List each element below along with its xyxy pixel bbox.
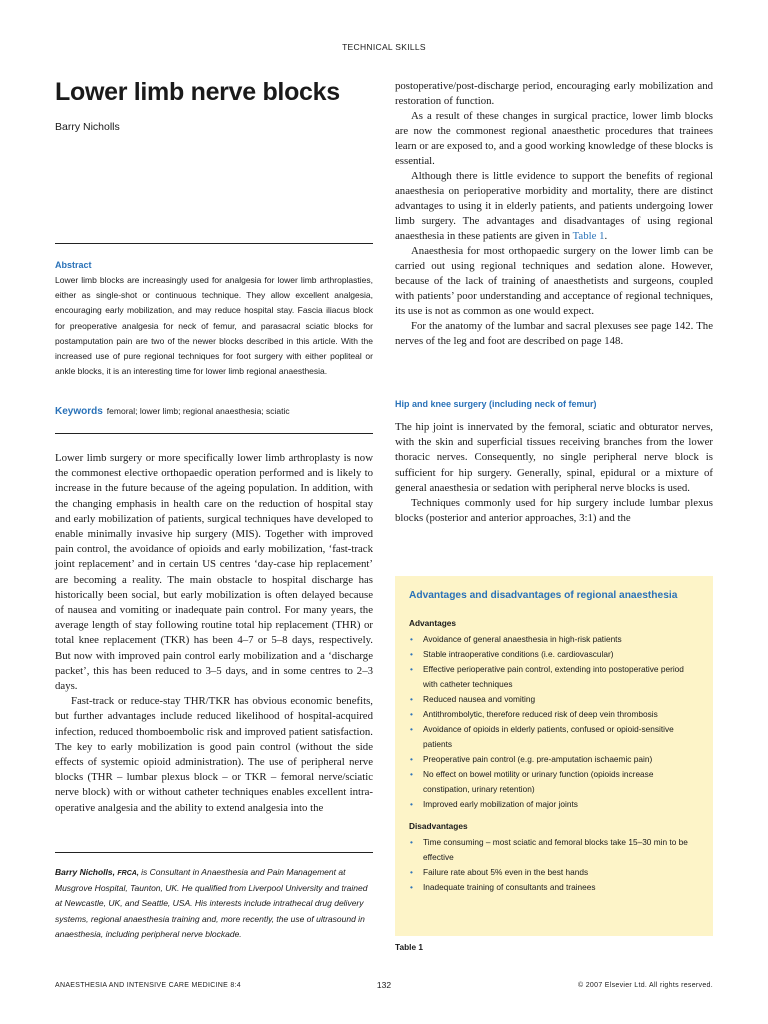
hip-section-text xyxy=(395,420,713,526)
list-item-text: Avoidance of opioids in elderly patients, confused or opioid-sensitive patients xyxy=(423,724,674,749)
list-item xyxy=(409,880,699,895)
bullet-icon: • xyxy=(410,649,413,659)
right-paragraph-1: postoperative/post-discharge period, encouraging early mobilization and restoration of function. xyxy=(395,80,713,107)
disadvantages-list xyxy=(409,835,699,895)
footer-page-number: 132 xyxy=(376,980,392,990)
list-item-text: Improved early mobilization of major joints xyxy=(423,799,578,809)
running-head: TECHNICAL SKILLS xyxy=(342,42,426,52)
table-1-caption: Table 1 xyxy=(395,942,423,952)
bullet-icon: • xyxy=(410,769,413,779)
table-1-link[interactable]: Table 1 xyxy=(572,230,605,242)
keywords-line xyxy=(55,406,373,417)
table-1-title: Advantages and disadvantages of regional anaesthesia xyxy=(409,590,678,601)
list-item xyxy=(409,707,699,722)
list-item xyxy=(409,692,699,707)
bullet-icon: • xyxy=(410,724,413,734)
keywords-bottom-rule xyxy=(55,433,373,434)
bullet-icon: • xyxy=(410,867,413,877)
bio-author-name: Barry Nicholls, xyxy=(55,867,115,877)
article-title: Lower limb nerve blocks xyxy=(55,78,340,106)
bullet-icon: • xyxy=(410,694,413,704)
list-item xyxy=(409,632,699,647)
bio-degree: FRCA, xyxy=(117,870,139,877)
list-item xyxy=(409,647,699,662)
hip-paragraph-2: Techniques commonly used for hip surgery include lumbar plexus blocks (posterior and anterior approaches, 3:1) and the xyxy=(395,497,713,525)
list-item-text: Time consuming – most sciatic and femoral blocks take 15–30 min to be effective xyxy=(423,837,688,862)
list-item-text: Preoperative pain control (e.g. pre-amputation ischaemic pain) xyxy=(423,754,653,764)
advantages-heading: Advantages xyxy=(409,618,457,628)
section-heading-hip-knee: Hip and knee surgery (including neck of femur) xyxy=(395,399,597,409)
list-item-text: Reduced nausea and vomiting xyxy=(423,694,536,704)
list-item-text: Avoidance of general anaesthesia in high-risk patients xyxy=(423,634,622,644)
left-body-text xyxy=(55,451,373,816)
abstract-heading: Abstract xyxy=(55,260,92,270)
keywords-label: Keywords xyxy=(55,406,103,417)
bullet-icon: • xyxy=(410,799,413,809)
table-1-box xyxy=(395,576,713,936)
right-paragraph-3-text: Although there is little evidence to support the benefits of regional anaesthesia on perioperative morbidity and mortality, there are distinct advantages to using it in elderly patients, and patients undergoing lower limb surgery. The advantages and disadvantages of using regional anaesthesia in these patients are given in xyxy=(395,170,713,242)
bullet-icon: • xyxy=(410,634,413,644)
right-paragraph-3 xyxy=(395,169,713,244)
list-item-text: Failure rate about 5% even in the best hands xyxy=(423,867,589,877)
right-body-text xyxy=(395,79,713,349)
list-item-text: Inadequate training of consultants and trainees xyxy=(423,882,596,892)
author-bio xyxy=(55,865,373,942)
disadvantages-heading: Disadvantages xyxy=(409,821,468,831)
list-item xyxy=(409,722,699,752)
right-paragraph-5: For the anatomy of the lumbar and sacral plexuses see page 142. The nerves of the leg and foot are described on page 148. xyxy=(395,320,713,347)
list-item-text: Effective perioperative pain control, extending into postoperative period with catheter techniques xyxy=(423,664,684,689)
bullet-icon: • xyxy=(410,709,413,719)
list-item xyxy=(409,752,699,767)
list-item xyxy=(409,835,699,865)
left-paragraph-2: Fast-track or reduce-stay THR/TKR has obvious economic benefits, but further advantages include reduced likelihood of hospital-acquired infection, reduced thomboembolic risk and improved patient satisfaction. The key to early mobilization is good pain control (without the side effects of systemic opioid administration). The use of peripheral nerve blocks (THR – lumbar plexus block – or TKR – femoral nerve/sciatic nerve block) with or without catheter techniques enables excellent intra-operative analgesia and the ability to extend analgesia into the xyxy=(55,695,373,814)
bio-top-rule xyxy=(55,852,373,853)
keywords-text: femoral; lower limb; regional anaesthesia; sciatic xyxy=(106,406,290,416)
hip-paragraph-1: The hip joint is innervated by the femoral, sciatic and obturator nerves, with the skin and superficial tissues receiving branches from the lower thoracic nerves. Consequently, no single peripheral nerve block is sufficient for hip surgery. Generally, spinal, epidural or a mixture of general anaesthesia or sedation with peripheral nerve blocks is used. xyxy=(395,421,713,494)
list-item xyxy=(409,797,699,812)
abstract-text: Lower limb blocks are increasingly used for analgesia for lower limb arthroplasties, either as single-shot or continuous technique. They allow excellent analgesia, encouraging early mobilization, and may reduce hospital stay. Fascia iliacus block for preoperative analgesia for neck of femur, and parasacral sciatic blocks for postamputation pain are two of the newer blocks described in this article. With the increased use of pure regional techniques for foot surgery with either popliteal or ankle blocks, it is an interesting time for lower limb regional anaesthesia. xyxy=(55,275,373,377)
list-item xyxy=(409,767,699,797)
bullet-icon: • xyxy=(410,882,413,892)
footer-journal: ANAESTHESIA AND INTENSIVE CARE MEDICINE 8:4 xyxy=(55,982,241,989)
list-item xyxy=(409,662,699,692)
left-paragraph-1: Lower limb surgery or more specifically lower limb arthroplasty is now the commonest elective orthopaedic operation performed and is likely to increase in the future because of the ageing population. In addition, with the changing emphasis in health care on the reduction of hospital stay and early mobilization of patients, surgical techniques have developed to enable minimally invasive hip surgery (MIS). Together with improved pain control, the avoidance of opioids and early mobilization, ‘fast-track joint replacement’ and in certain US centres ‘day-case hip replacement’ are becoming a reality. The main obstacle to hospital discharge has historically been social, but early mobilization is often delayed because of nausea and vomiting or inadequate pain control. For many years, the average length of stay following routine total hip replacement (THR) or total knee replacement (TKR) has been 4–7 or 5–8 days, respectively. But now with improved pain control early mobilization and a ‘discharge packet’, this has been reduced to 3–5 days, and in some centres to 2–3 days. xyxy=(55,452,373,693)
right-paragraph-3-end: . xyxy=(604,230,608,242)
right-paragraph-2: As a result of these changes in surgical practice, lower limb blocks are now the commonest regional anaesthetic procedures that trainees learn or are exposed to, and a good working knowledge of these blocks is essential. xyxy=(395,110,713,167)
right-paragraph-4: Anaesthesia for most orthopaedic surgery on the lower limb can be carried out using regional techniques and sedation alone. However, because of the lack of training of anaesthetists and surgeons, coupled with patients’ poor understanding and acceptance of regional techniques, its use is not as common as one would expect. xyxy=(395,245,713,317)
list-item xyxy=(409,865,699,880)
list-item-text: Antithrombolytic, therefore reduced risk of deep vein thrombosis xyxy=(423,709,658,719)
list-item-text: Stable intraoperative conditions (i.e. cardiovascular) xyxy=(423,649,614,659)
article-author: Barry Nicholls xyxy=(55,121,120,133)
abstract-top-rule xyxy=(55,243,373,244)
bullet-icon: • xyxy=(410,754,413,764)
footer-copyright: © 2007 Elsevier Ltd. All rights reserved. xyxy=(578,982,713,989)
list-item-text: No effect on bowel motility or urinary function (opioids increase constipation, urinary retention) xyxy=(423,769,654,794)
advantages-list xyxy=(409,632,699,812)
bullet-icon: • xyxy=(410,664,413,674)
bio-text: is Consultant in Anaesthesia and Pain Management at Musgrove Hospital, Taunton, UK. He qualified from Liverpool University and trained at Newcastle, UK, and Seattle, USA. His interests include intrathecal drug delivery systems, regional anaesthesia training and, more recently, the use of ultrasound in anaesthesia, including peripheral nerve blockade. xyxy=(55,867,368,939)
bullet-icon: • xyxy=(410,837,413,847)
